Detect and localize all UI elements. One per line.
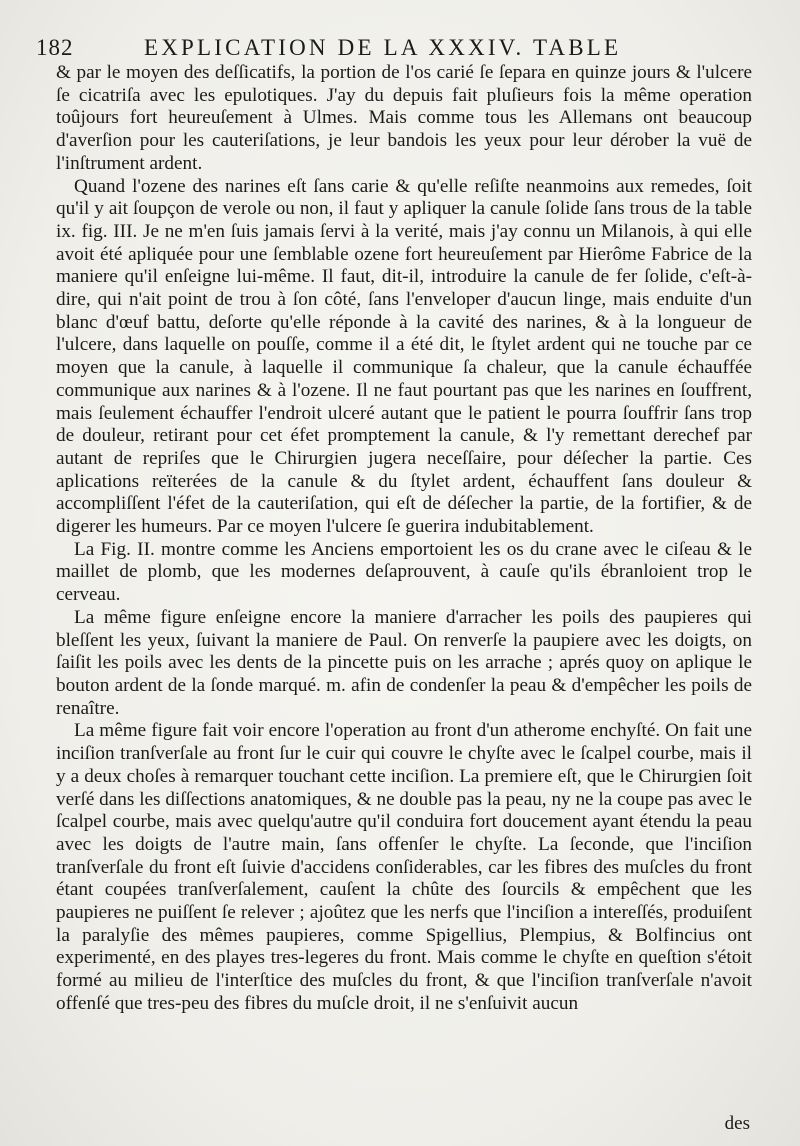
paragraph: La Fig. II. montre comme les Anciens emportoient les os du crane avec le ciſeau & le maillet de plomb, que les modernes deſaprouvent, à cauſe qu'ils ébranloient trop le cerveau.	[56, 538, 752, 606]
page-number: 182	[36, 35, 74, 60]
running-title: EXPLICATION DE LA XXXIV. TABLE	[144, 35, 622, 60]
body-text	[56, 62, 752, 1016]
paragraph: La même figure enſeigne encore la maniere d'arracher les poils des paupieres qui bleſſent les yeux, ſuivant la maniere de Paul. On renverſe la paupiere avec les doigts, on ſaiſit les poils avec les dents de la pincette puis on les arrache ; aprés quoy on aplique le bouton ardent de la ſonde marqué. m. afin de condenſer la peau & d'empêcher les poils de renaître.	[56, 606, 752, 719]
page-header	[36, 35, 776, 65]
catchword: des	[724, 1113, 750, 1134]
paragraph: & par le moyen des deſſicatifs, la portion de l'os carié ſe ſepara en quinze jours & l'ulcere ſe cicatriſa avec les epulotiques. J'ay du depuis fait pluſieurs fois la même operation toûjours fort heureuſement à Ulmes. Mais comme tous les Allemans ont beaucoup d'averſion pour les cauteriſations, je leur bandois les yeux pour leur dérober la vuë de l'inſtrument ardent.	[56, 62, 752, 174]
paragraph: La même figure fait voir encore l'operation au front d'un atherome enchyſté. On fait une inciſion tranſverſale au front ſur le cuir qui couvre le chyſte avec le ſcalpel courbe, mais il y a deux choſes à remarquer touchant cette inciſion. La premiere eſt, que le Chirurgien ſoit verſé dans les diſſections anatomiques, & ne double pas la peau, ny ne la coupe pas avec le ſcalpel courbe, mais avec quelqu'autre qu'il conduira fort doucement ayant étendu la peau avec les doigts de l'autre main, ſans offenſer le chyſte. La ſeconde, que l'inciſion tranſverſale du front eſt ſuivie d'accidens conſiderables, car les fibres des muſcles du front étant coupées tranſverſalement, cauſent la chûte des ſourcils & empêchent que les paupieres ne puiſſent ſe relever ; ajoûtez que les nerfs que l'inciſion a intereſſés, produiſent la paralyſie des mêmes paupieres, comme Spigellius, Plempius, & Bolfincius ont experimenté, en des playes tres-legeres du front. Mais comme le chyſte en queſtion s'étoit formé au milieu de l'interſtice des muſcles du front, & que l'inciſion tranſverſale n'avoit offenſé que tres-peu des fibres du muſcle droit, il ne s'enſuivit aucun	[56, 720, 752, 1014]
paragraph: Quand l'ozene des narines eſt ſans carie & qu'elle reſiſte neanmoins aux remedes, ſoit qu'il y ait ſoupçon de verole ou non, il faut y apliquer la canule ſolide ſans trous de la table ix. fig. III. Je ne m'en ſuis jamais ſervi à la verité, mais j'ay connu un Milanois, à qui elle avoit été apliquée pour une ſemblable ozene fort heureuſement par Hierôme Fabrice de la maniere qu'il enſeigne lui-même. Il faut, dit-il, introduire la canule de fer ſolide, c'eſt-à-dire, qui n'ait point de trou à ſon côté, ſans l'enveloper d'aucun linge, mais enduite d'un blanc d'œuf battu, deſorte qu'elle réponde à la cavité des narines, & à la longueur de l'ulcere, dans laquelle on pouſſe, comme il a été dit, le ſtylet ardent qui ne touche par ce moyen que la canule, à laquelle il communique ſa chaleur, que la canule échauffée communique aux narines & à l'ozene. Il ne faut pourtant pas que les narines en ſouffrent, mais ſeulement échauffer l'endroit ulceré autant que le patient le pourra ſouffrir ſans trop de douleur, retirant pour cet éfet promptement la canule, & l'y remettant derechef par autant de repriſes que le Chirurgien jugera neceſſaire, pour déſecher la partie. Ces aplications reïterées de la canule & du ſtylet ardent, échauffent ſans douleur & accompliſſent l'éfet de la cauteriſation, qui eſt de déſecher la partie, de la fortifier, & de digerer les humeurs. Par ce moyen l'ulcere ſe guerira indubitablement.	[56, 175, 752, 538]
